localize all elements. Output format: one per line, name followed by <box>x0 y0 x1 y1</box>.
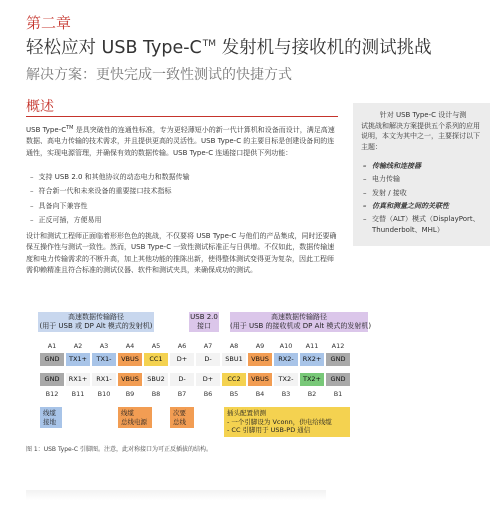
page-subtitle: 解决方案：更快完成一致性测试的快捷方式 <box>26 67 292 83</box>
list-item: – 符合新一代和未来设备的重要接口技术指标 <box>30 184 190 198</box>
pin-number-top: A11 <box>305 342 319 350</box>
feature-list <box>30 170 190 227</box>
list-item: – 具备向下兼容性 <box>30 199 190 213</box>
pin-number-top: A12 <box>331 342 345 350</box>
pin-signal-bottom: D+ <box>196 373 220 386</box>
title-trademark: TM <box>202 39 217 49</box>
list-item: – 发射 / 接收 <box>363 188 485 199</box>
pin-number-bottom: B5 <box>229 390 239 398</box>
title-post: 发射机与接收机的测试挑战 <box>216 38 432 58</box>
page-title <box>26 34 432 59</box>
pin-signal-bottom: VBUS <box>118 373 142 386</box>
usb2-label: USB 2.0 接口 <box>190 313 218 330</box>
bottom-fade <box>26 490 326 500</box>
pin-number-top: A4 <box>125 342 135 350</box>
pin-signal-bottom: RX1+ <box>66 373 90 386</box>
pin-signal-bottom: RX1- <box>92 373 116 386</box>
list-item: – 传输线和连接器 <box>363 161 485 172</box>
list-item: – 交替（ALT）模式（DisplayPort、Thunderbolt、MHL） <box>363 214 485 237</box>
overview-paragraph-1 <box>26 123 338 159</box>
pin-signal-top: VBUS <box>118 353 142 366</box>
topic-label: 发射 / 接收 <box>372 188 407 197</box>
sidebar-intro-first: 针对 USB Type-C 设计与测 <box>379 111 467 119</box>
pin-signal-top: SBU1 <box>222 353 246 366</box>
pin-number-top: A2 <box>73 342 83 350</box>
pin-number-top: A7 <box>203 342 213 350</box>
pin-signal-bottom: TX2- <box>274 373 298 386</box>
sidebar-topic-list <box>363 161 485 237</box>
tx-path-label: 高速数据传输路径 (用于 USB 或 DP Alt 模式的发射机) <box>39 313 153 330</box>
sidebar-intro-rest: 试挑战和解决方案提供五个系列的应用说明，本文为其中之一，主要探讨以下主题： <box>361 121 480 151</box>
sidebar-box <box>353 103 490 246</box>
pin-signal-bottom: D- <box>170 373 194 386</box>
pin-signal-top: RX2- <box>274 353 298 366</box>
pin-signal-top: TX1- <box>92 353 116 366</box>
bus-power-callout: 线缆 总线电源 <box>118 407 152 428</box>
list-item: – 电力传输 <box>363 174 485 185</box>
figure-caption: 图 1：USB Type-C 引脚图。注意，此对称接口为可正反插拔的结构。 <box>26 446 212 453</box>
list-item: – 仿真和测量之间的关联性 <box>363 201 485 212</box>
topic-label: 交替（ALT）模式（DisplayPort、Thunderbolt、MHL） <box>372 215 480 235</box>
rx-path-label: 高速数据传输路径 (用于 USB 的接收机或 DP Alt 模式的发射机) <box>230 313 372 330</box>
pin-signal-bottom: TX2+ <box>300 373 324 386</box>
pin-signal-bottom: SBU2 <box>144 373 168 386</box>
pin-number-bottom: B1 <box>333 390 343 398</box>
pin-number-top: A1 <box>47 342 57 350</box>
pin-signal-top: CC1 <box>144 353 168 366</box>
pin-signal-top: VBUS <box>248 353 272 366</box>
topic-label: 传输线和连接器 <box>372 162 421 170</box>
pin-number-bottom: B8 <box>151 390 161 398</box>
config-detect-callout: 插头配置侦测 - 一个引脚设为 Vconn，供电给线缆 - CC 引脚用于 USB-PD 通信 <box>224 407 350 437</box>
pin-number-bottom: B4 <box>255 390 265 398</box>
pin-number-top: A10 <box>279 342 293 350</box>
pin-number-top: A8 <box>229 342 239 350</box>
pinout-diagram <box>38 312 372 434</box>
list-item: – 支持 USB 2.0 和其他协议的动态电力和数据传输 <box>30 170 190 184</box>
pin-signal-bottom: GND <box>326 373 350 386</box>
pin-number-top: A5 <box>151 342 161 350</box>
pin-number-top: A6 <box>177 342 187 350</box>
pin-signal-bottom: GND <box>40 373 64 386</box>
pin-number-bottom: B2 <box>307 390 317 398</box>
pin-number-top: A3 <box>99 342 109 350</box>
topic-label: 电力传输 <box>372 175 400 184</box>
sideband-callout: 次要 总线 <box>170 407 194 428</box>
pin-signal-top: TX1+ <box>66 353 90 366</box>
list-item: – 正反可插，方便易用 <box>30 213 190 227</box>
pin-signal-top: D+ <box>170 353 194 366</box>
overview-paragraph-2: 设计和测试工程师正面临着形形色色的挑战，不仅要将 USB Type-C 与他们的产品集成，同时还要确保互操作性与测试一致性。然而，USB Type-C 一致性测试标准正与日俱增。不仅如此，数据传输速度和电力传输需求的不断升高，加上其他功能的推陈出新，使得整体测试变得更为复杂，因此工程师需仰赖精准且符合标准的测试仪器、软件和测试夹具，来确保成功的测试。 <box>26 232 337 274</box>
p1-rest: 是具突破性的连通性标准，专为更轻薄短小的新一代计算机和设备而设计，满足高速数据、高电力传输的技术需求，并且提供更高的灵活性。USB Type-C 的主要目标是创建设备间的连通性，实现电源管理，并确保有效的数据传输。USB Type-C 连通接口提供下列功能： <box>26 126 335 157</box>
overview-rule <box>26 116 338 117</box>
pin-number-bottom: B9 <box>125 390 135 398</box>
title-pre: 轻松应对 USB Type-C <box>26 38 202 58</box>
p1-start: USB Type-C <box>26 126 67 134</box>
pin-signal-bottom: CC2 <box>222 373 246 386</box>
pin-signal-top: D- <box>196 353 220 366</box>
pin-number-bottom: B7 <box>177 390 187 398</box>
pin-number-bottom: B11 <box>71 390 85 398</box>
chapter-label: 第二章 <box>26 14 72 32</box>
pin-number-bottom: B3 <box>281 390 291 398</box>
overview-heading: 概述 <box>26 99 54 115</box>
pin-number-bottom: B10 <box>97 390 111 398</box>
p1-trademark: TM <box>66 125 74 131</box>
cable-ground-callout: 线缆 接地 <box>40 407 62 428</box>
topic-label: 仿真和测量之间的关联性 <box>372 201 449 210</box>
pin-signal-top: GND <box>326 353 350 366</box>
pin-signal-bottom: VBUS <box>248 373 272 386</box>
pin-signal-top: GND <box>40 353 64 366</box>
pin-number-bottom: B12 <box>45 390 59 398</box>
pin-number-top: A9 <box>255 342 265 350</box>
sidebar-intro <box>361 110 485 152</box>
pin-signal-top: RX2+ <box>300 353 324 366</box>
pin-number-bottom: B6 <box>203 390 213 398</box>
